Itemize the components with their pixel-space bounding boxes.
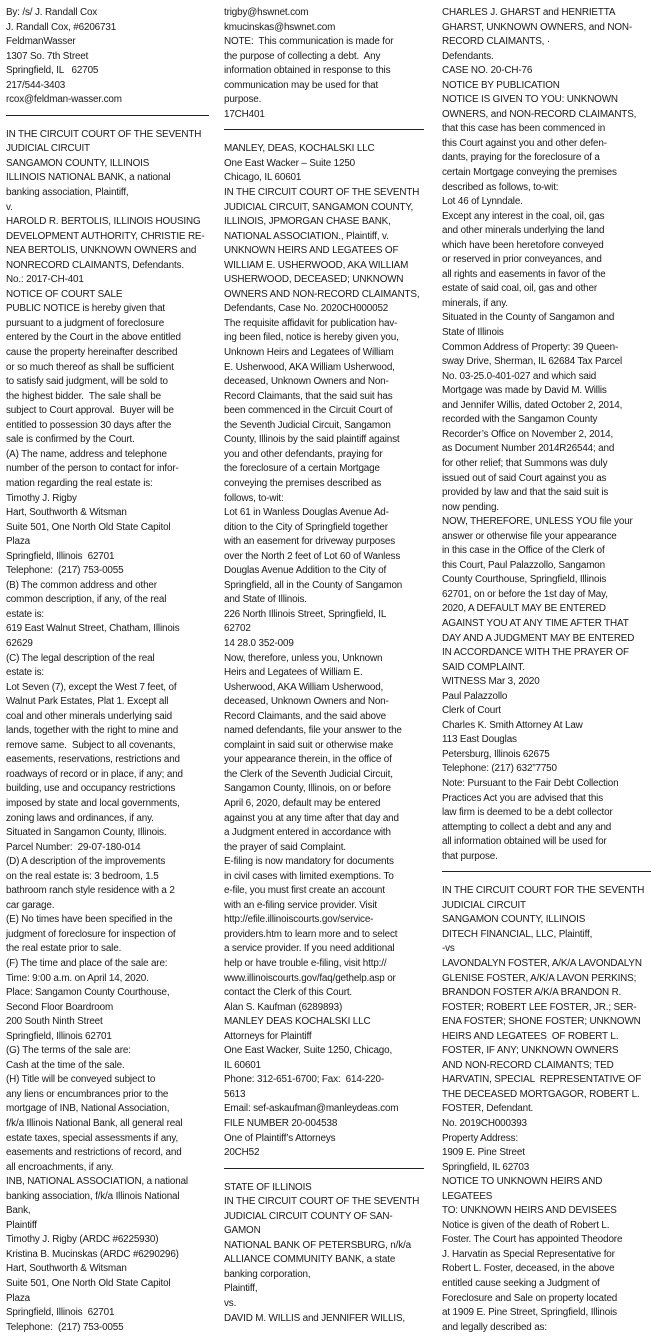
notice-willis-caption: STATE OF ILLINOIS IN THE CIRCUIT COURT OF THE SEVENTH JUDICIAL CIRCUIT COUNTY OF SAN- GAMON NATIONAL BANK OF PETERSBURG, n/k/a ALLIANCE COMMUNITY BANK, a state banking corporation, Plaintiff, vs. DAVID M. WILLIS and JENNIFER WILLIS,	[224, 1181, 420, 1324]
notice-foster-heirs: IN THE CIRCUIT COURT FOR THE SEVENTH JUDICIAL CIRCUIT SANGAMON COUNTY, ILLINOIS DITECH FINANCIAL, LLC, Plaintiff, -vs LAVONDALYN FOSTER, A/K/A LAVONDALYN GLENISE FOSTER, A/K/A LAVON PERKINS; BRANDON FOSTER A/K/A BRANDON R. FOSTER; ROBERT LEE FOSTER, JR.; SER- ENA FOSTER; SHONE FOSTER; UNKNOWN HEIRS AND LEGATEES OF ROBERT L. FOSTER, IF ANY; UNKNOWN OWNERS AND NON-RECORD CLAIMANTS; TED HARVATIN, SPECIAL REPRESENTATIVE OF THE DECEASED MORTGAGOR, ROBERT L. FOSTER, Defendant. No. 2019CH000393 Property Address: 1909 E. Pine Street Springfield, IL 62703 NOTICE TO UNKNOWN HEIRS AND LEGATEES TO: UNKNOWN HEIRS AND DEVISEES Notice is given of the death of Robert L. Foster. The Court has appointed Theodore J. Harvatin as Special Representative for Robert L. Foster, deceased, in the above entitled cause seeking a Judgment of Foreclosure and Sale on property located at 1909 E. Pine Street, Springfield, Illinois and legally described as:	[442, 885, 645, 1333]
notice-divider	[224, 1168, 424, 1169]
notice-usherwood-publication: MANLEY, DEAS, KOCHALSKI LLC One East Wacker – Suite 1250 Chicago, IL 60601 IN THE CIRCUIT COURT OF THE SEVENTH JUDICIAL CIRCUIT, SANGAMON COUNTY, ILLINOIS, JPMORGAN CHASE BANK, NATIONAL ASSOCIATION., Plaintiff, v. UNKNOWN HEIRS AND LEGATEES OF WILLIAM E. USHERWOOD, AKA WILLIAM USHERWOOD, DECEASED; UNKNOWN OWNERS AND NON-RECORD CLAIMANTS, Defendants, Case No. 2020CH000052 The requisite affidavit for publication hav- ing been filed, notice is hereby given you, Unknown Heirs and Legatees of William E. Usherwood, AKA William Usherwood, deceased, Unknown Owners and Non- Record Claimants, that the said suit has been commenced in the Circuit Court of the Seventh Judicial Circuit, Sangamon County, Illinois by the said plaintiff against you and other defendants, praying for the foreclosure of a certain Mortgage conveying the premises described as follows, to-wit: Lot 61 in Wanless Douglas Avenue Ad- dition to the City of Springfield together with an easement for driveway purposes over the North 2 feet of Lot 60 of Wanless Douglas Avenue Addition to the City of Springfield, all in the County of Sangamon and State of Illinois. 226 North Illinois Street, Springfield, IL 62702 14 28.0 352-009 Now, therefore, unless you, Unknown Heirs and Legatees of William E. Usherwood, AKA William Usherwood, deceased, Unknown Owners and Non- Record Claimants, and the said above named defendants, file your answer to the complaint in said suit or otherwise make your appearance therein, in the office of the Clerk of the Seventh Judicial Circuit, Sangamon County, Illinois, on or before April 6, 2020, default may be entered against you at any time after that day and a Judgment entered in accordance with the prayer of said Complaint. E-filing is now mandatory for documents in civil cases with limited exemptions. To e-file, you must first create an account with an e-filing service provider. Visit http://efile.illinoiscourts.gov/service- providers.htm to learn more and to select a service provider. If you need additional help or have trouble e-filing, visit http:// www.illinoiscourts.gov/faq/gethelp.asp or contact the Clerk of this Court. Alan S. Kaufman (6289893) MANLEY DEAS KOCHALSKI LLC Attorneys for Plaintiff One East Wacker, Suite 1250, Chicago, IL 60601 Phone: 312-651-6700; Fax: 614-220- 5613 Email: sef-askaufman@manleydeas.com FILE NUMBER 20-004538 One of Plaintiff’s Attorneys 20CH52	[224, 143, 420, 1159]
notice-debt-collection-note: trigby@hswnet.com kmucinskas@hswnet.com NOTE: This communication is made for the purpose of collecting a debt. Any information obtained in response to this communication may be used for that purpose. 17CH401	[224, 7, 394, 120]
notice-by-publication-willis: CHARLES J. GHARST and HENRIETTA GHARST, UNKNOWN OWNERS, and NON- RECORD CLAIMANTS, · Defendants. CASE NO. 20-CH-76 NOTICE BY PUBLICATION NOTICE IS GIVEN TO YOU: UNKNOWN OWNERS, and NON-RECORD CLAIMANTS, that this case has been commenced in this Court against you and other defen- dants, praying for the foreclosure of a certain Mortgage conveying the premises described as follows, to-wit: Lot 46 of Lynndale. Except any interest in the coal, oil, gas and other minerals underlying the land which have been heretofore conveyed or reserved in prior conveyances, and all rights and easements in favor of the estate of said coal, oil, gas and other minerals, if any. Situated in the County of Sangamon and State of Illinois Common Address of Property: 39 Queen- sway Drive, Sherman, IL 62684 Tax Parcel No. 03-25.0-401-027 and which said Mortgage was made by David M. Willis and Jennifer Willis, dated October 2, 2014, recorded with the Sangamon County Recorder’s Office on November 2, 2014, as Document Number 2014R26544; and for other relief; that Summons was duly issued out of said Court against you as provided by law and that the said suit is now pending. NOW, THEREFORE, UNLESS YOU file your answer or otherwise file your appearance in this case in the Office of the Clerk of this Court, Paul Palazzollo, Sangamon County Courthouse, Springfield, Illinois 62701, on or before the 1st day of May, 2020, A DEFAULT MAY BE ENTERED AGAINST YOU AT ANY TIME AFTER THAT DAY AND A JUDGMENT MAY BE ENTERED IN ACCORDANCE WITH THE PRAYER OF SAID COMPLAINT. WITNESS Mar 3, 2020 Paul Palazzollo Clerk of Court Charles K. Smith Attorney At Law 113 East Douglas Petersburg, Illinois 62675 Telephone: (217) 632”7750 Note: Pursuant to the Fair Debt Collection Practices Act you are advised that this law firm is deemed to be a debt collector attempting to collect a debt and any and all information obtained will be used for that purpose.	[442, 7, 637, 862]
notice-divider	[224, 129, 424, 130]
column-3	[442, 6, 651, 1341]
notice-divider	[6, 115, 209, 116]
notice-court-sale-bertolis: IN THE CIRCUIT COURT OF THE SEVENTH JUDICIAL CIRCUIT SANGAMON COUNTY, ILLINOIS ILLINOIS NATIONAL BANK, a national banking association, Plaintiff, v. HAROLD R. BERTOLIS, ILLINOIS HOUSING DEVELOPMENT AUTHORITY, CHRISTIE RE- NEA BERTOLIS, UNKNOWN OWNERS and NONRECORD CLAIMANTS, Defendants. No.: 2017-CH-401 NOTICE OF COURT SALE PUBLIC NOTICE is hereby given that pursuant to a judgment of foreclosure entered by the Court in the above entitled cause the property hereinafter described or so much thereof as shall be sufficient to satisfy said judgment, will be sold to the highest bidder. The sale shall be subject to Court approval. Buyer will be entitled to possession 30 days after the sale is confirmed by the Court. (A) The name, address and telephone number of the person to contact for infor- mation regarding the real estate is: Timothy J. Rigby Hart, Southworth & Witsman Suite 501, One North Old State Capitol Plaza Springfield, Illinois 62701 Telephone: (217) 753-0055 (B) The common address and other common description, if any, of the real estate is: 619 East Walnut Street, Chatham, Illinois 62629 (C) The legal description of the real estate is: Lot Seven (7), except the West 7 feet, of Walnut Park Estates, Plat 1. Except all coal and other minerals underlying said lands, together with the right to mine and remove same. Subject to all covenants, easements, reservations, restrictions and roadways of record or in place, if any; and building, use and occupancy restrictions imposed by state and local governments, zoning laws and ordinances, if any. Situated in Sangamon County, Illinois. Parcel Number: 29-07-180-014 (D) A description of the improvements on the real estate is: 3 bedroom, 1.5 bathroom ranch style residence with a 2 car garage. (E) No times have been specified in the judgment of foreclosure for inspection of the real estate prior to sale. (F) The time and place of the sale are: Time: 9:00 a.m. on April 14, 2020. Place: Sangamon County Courthouse, Second Floor Boardroom 200 South Ninth Street Springfield, Illinois 62701 (G) The terms of the sale are: Cash at the time of the sale. (H) Title will be conveyed subject to any liens or encumbrances prior to the mortgage of INB, National Association, f/k/a Illinois National Bank, all general real estate taxes, special assessments if any, easements and restrictions of record, and all encroachments, if any. INB, NATIONAL ASSOCIATION, a national banking association, f/k/a Illinois National Bank, Plaintiff Timothy J. Rigby (ARDC #6225930) Kristina B. Mucinskas (ARDC #6290296) Hart, Southworth & Witsman Suite 501, One North Old State Capitol Plaza Springfield, Illinois 62701 Telephone: (217) 753-0055	[6, 128, 205, 1333]
column-2	[224, 6, 427, 1341]
column-1	[6, 6, 209, 1341]
notice-divider	[442, 871, 651, 872]
notice-attorney-signature: By: /s/ J. Randall Cox J. Randall Cox, #6206731 FeldmanWasser 1307 So. 7th Street Springfield, IL 62705 217/544-3403 rcox@feldman-wasser.com	[6, 7, 122, 106]
